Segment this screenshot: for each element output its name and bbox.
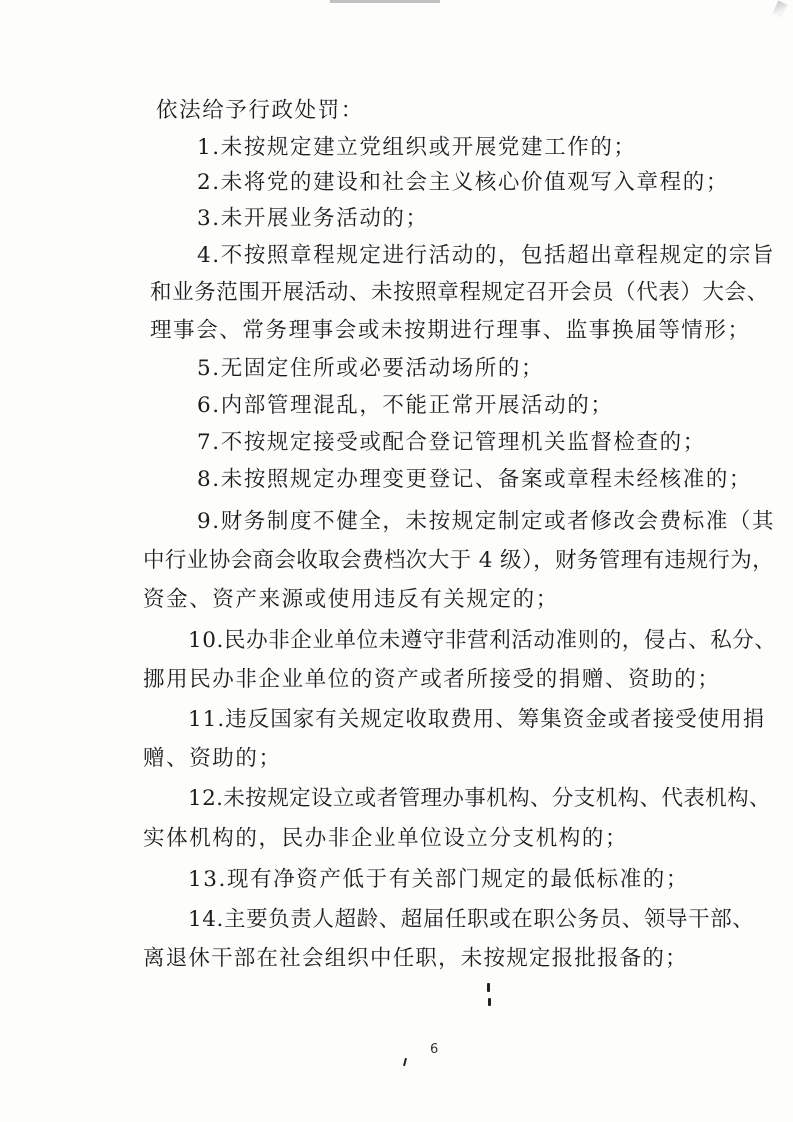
- scan-edge-mark: [330, 0, 440, 3]
- text-line: 3.未开展业务活动的；: [197, 206, 429, 231]
- text-line: 7.不按规定接受或配合登记管理机关监督检查的；: [197, 430, 706, 455]
- text-line: 14.主要负责人超龄、超届任职或在职公务员、领导干部、: [188, 907, 755, 932]
- text-line: 依法给予行政处罚：: [156, 98, 364, 123]
- text-line: 中行业协会商会收取会费档次大于 4 级），财务管理有违规行为，: [143, 548, 775, 573]
- text-line: 赠、资助的；: [143, 746, 282, 771]
- text-line: 4.不按照章程规定进行活动的，包括超出章程规定的宗旨: [197, 243, 776, 268]
- text-line: 9.财务制度不健全，未按规定制定或者修改会费标准（其: [197, 509, 776, 534]
- text-line: 1.未按规定建立党组织或开展党建工作的；: [197, 135, 637, 160]
- text-line: 13.现有净资产低于有关部门规定的最低标准的；: [188, 867, 689, 892]
- text-line: 理事会、常务理事会或未按期进行理事、监事换届等情形；: [150, 318, 751, 343]
- scan-speck: [403, 1058, 407, 1066]
- text-line: 12.未按规定设立或者管理办事机构、分支机构、代表机构、: [188, 786, 771, 811]
- text-line: 6.内部管理混乱，不能正常开展活动的；: [197, 393, 614, 418]
- scan-speck: [488, 998, 491, 1006]
- text-line: 实体机构的，民办非企业单位设立分支机构的；: [143, 826, 629, 851]
- page-corner-mark: [773, 1, 788, 18]
- text-line: 挪用民办非企业单位的资产或者所接受的捐赠、资助的；: [143, 667, 721, 692]
- text-line: 离退休干部在社会组织中任职，未按规定报批报备的；: [143, 946, 688, 971]
- text-line: 8.未按照规定办理变更登记、备案或章程未经核准的；: [197, 467, 753, 492]
- text-line: 11.违反国家有关规定收取费用、筹集资金或者接受使用捐: [188, 707, 766, 732]
- text-line: 资金、资产来源或使用违反有关规定的；: [143, 587, 559, 612]
- page-number: 6: [430, 1042, 439, 1057]
- text-line: 和业务范围开展活动、未按照章程规定召开会员（代表）大会、: [150, 280, 769, 305]
- scan-speck: [487, 983, 490, 992]
- text-line: 10.民办非企业单位未遵守非营利活动准则的，侵占、私分、: [188, 628, 777, 653]
- text-line: 2.未将党的建设和社会主义核心价值观写入章程的；: [197, 170, 729, 195]
- text-line: 5.无固定住所或必要活动场所的；: [197, 356, 545, 381]
